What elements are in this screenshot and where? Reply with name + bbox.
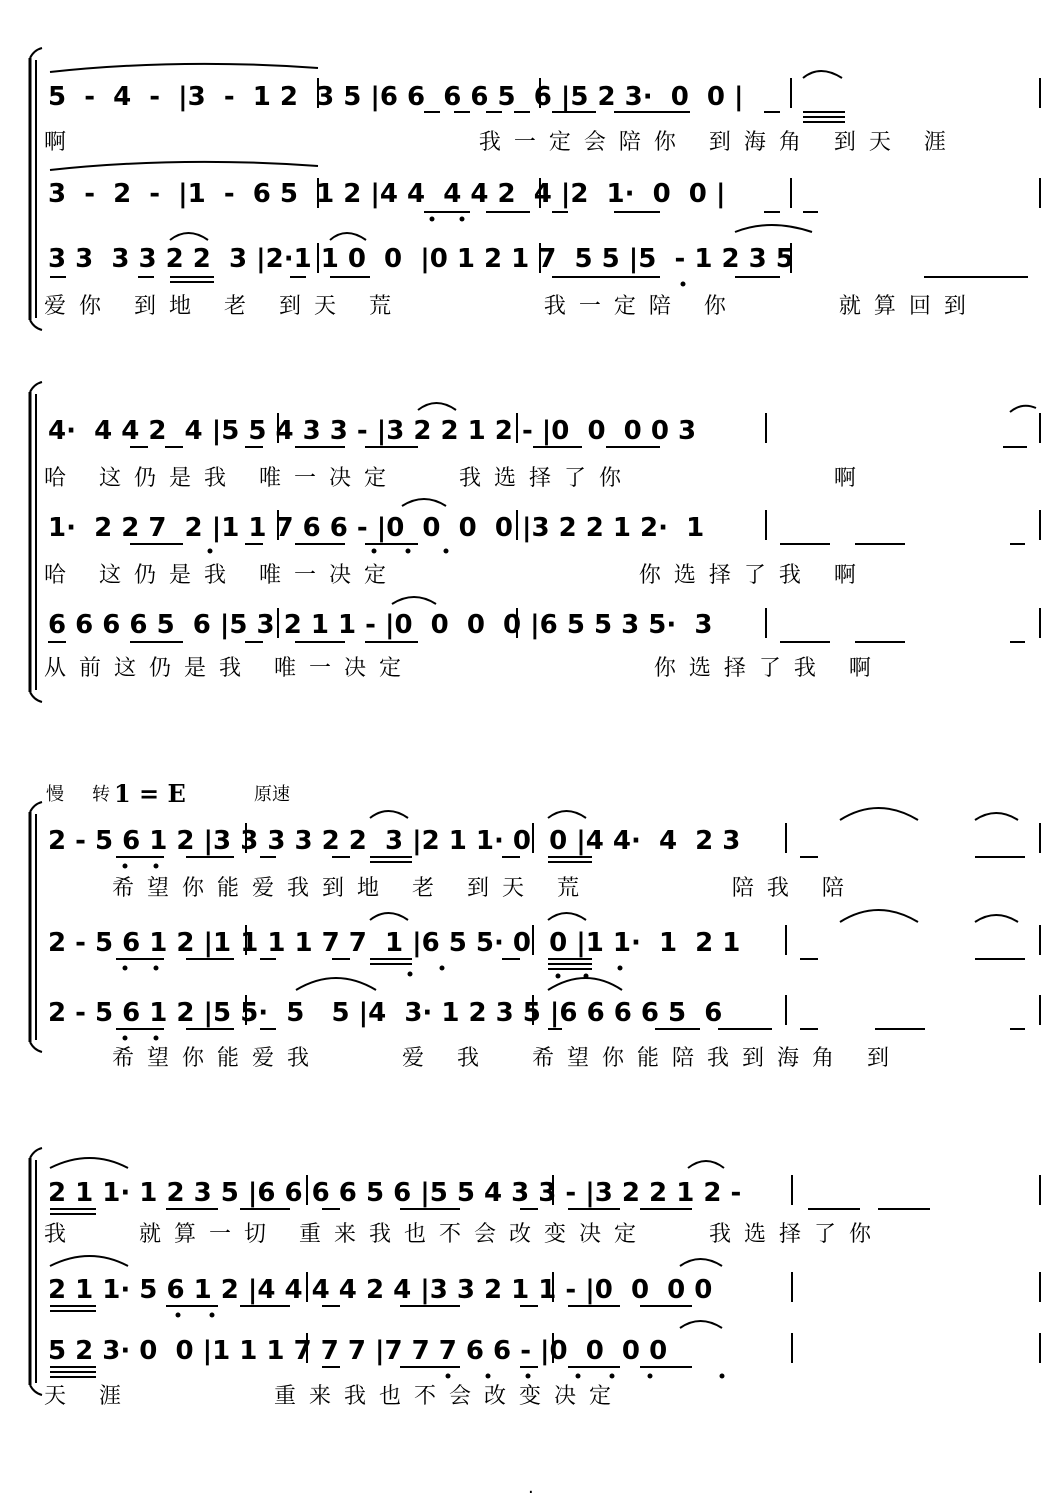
system2-staff1-notes: 4· 4 4 2 4 |5 5 4 3 3 - |3 2 2 1 2 - |0 0 0 0 3 [48, 416, 706, 446]
system3-staff2-notes: 2 - 5 6 1 2 |1 1 1 1 7 7 1 |6 5 5· 0 0 |1 1· 1 2 1 [48, 928, 750, 958]
system4-staff3-lyrics: 天 涯 重来我也不会改变决定 [44, 1384, 624, 1409]
system1-staff3-notes: 3 3 3 3 2 2 3 |2·1 1 0 0 |0 1 2 1 7 5 5 |5 - 1 2 3 5 [48, 244, 803, 274]
system2-staff3-notes: 6 6 6 6 5 6 |5 3 2 1 1 - |0 0 0 0 |6 5 5 3 5· 3 [48, 610, 722, 640]
system1-staff1-notes: 5 - 4 - |3 - 1 2 3 5 |6 6 6 6 5 6 |5 2 3· 0 0 | [48, 82, 744, 112]
tempo-original-label: 原速 [254, 784, 290, 805]
system3-staff1-notes: 2 - 5 6 1 2 |3 3 3 3 2 2 3 |2 1 1· 0 0 |4 4· 4 2 3 [48, 826, 750, 856]
key-signature: 1 = E [114, 779, 186, 808]
system2-staff1-lyrics: 哈 这仍是我 唯一决定 我选择了你 啊 [44, 466, 869, 491]
key-change-label: 转 [92, 784, 110, 805]
system4-staff1-lyrics: 我 就算一切 重来我也不会改变决定 我选择了你 [44, 1222, 884, 1247]
system2-staff3-lyrics: 从前这仍是我 唯一决定 你选择了我 啊 [44, 656, 884, 681]
system2-staff2-notes: 1· 2 2 7 2 |1 1 7 6 6 - |0 0 0 0 |3 2 2 1 2· 1 [48, 513, 714, 543]
system3-staff3-notes: 2 - 5 6 1 2 |5 5· 5 5 |4 3· 1 2 3 5 |6 6 6 6 5 6 [48, 998, 732, 1028]
tempo-slow-label: 慢 [46, 784, 64, 805]
system1-staff3-lyrics: 爱你 到地 老 到天 荒 我一定陪 你 就算回到 [44, 294, 979, 319]
system4-staff1-notes: 2 1 1· 1 2 3 5 |6 6 6 6 5 6 |5 5 4 3 3 - |3 2 2 1 2 - [48, 1178, 751, 1208]
system3-staff3-lyrics: 希望你能爱我 爱 我 希望你能陪我到海角 到 [112, 1046, 902, 1071]
system1-staff1-lyrics: 啊 我一定会陪你 到海角 到天 涯 [44, 130, 959, 155]
system4-staff2-notes: 2 1 1· 5 6 1 2 |4 4 4 4 2 4 |3 3 2 1 1 - |0 0 0 0 [48, 1275, 722, 1305]
system1-staff2-notes: 3 - 2 - |1 - 6 5 1 2 |4 4 4 4 2 4 |2 1· 0 0 | [48, 179, 726, 209]
page-mark: · [528, 1482, 534, 1503]
system2-staff2-lyrics: 哈 这仍是我 唯一决定 你选择了我 啊 [44, 563, 869, 588]
system4-staff3-notes: 5 2 3· 0 0 |1 1 1 7 7 7 |7 7 7 6 6 - |0 0 0 0 [48, 1336, 677, 1366]
system3-staff1-lyrics: 希望你能爱我到地 老 到天 荒 陪我 陪 [112, 876, 857, 901]
